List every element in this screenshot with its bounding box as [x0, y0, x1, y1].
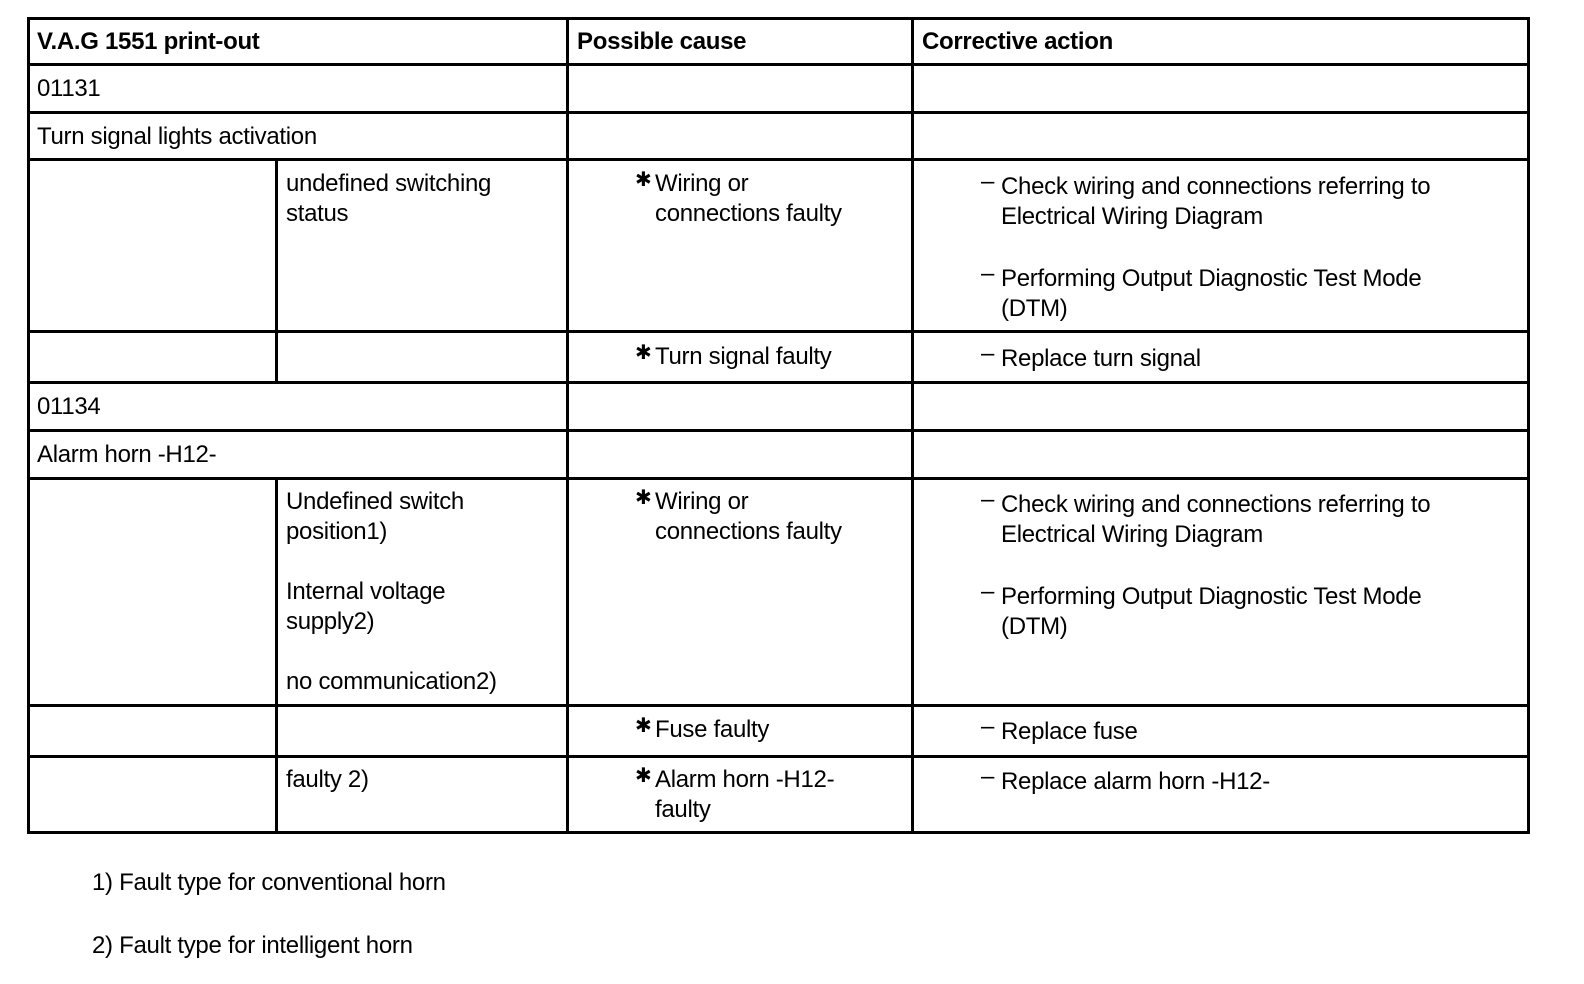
header-possible-cause: Possible cause [577, 28, 747, 55]
row-divider-r1 [27, 330, 1530, 333]
row-divider-r4 [27, 755, 1530, 758]
col-divider-fault-r1 [275, 158, 278, 384]
action-line: (DTM) [1001, 613, 1068, 640]
row-divider-header [27, 63, 1530, 66]
dash-icon: – [981, 713, 995, 740]
bullet-icon: ✱ [635, 169, 652, 191]
bullet-icon: ✱ [635, 342, 652, 364]
fault-type-line: Internal voltage [286, 578, 446, 605]
action-line: Electrical Wiring Diagram [1001, 203, 1263, 230]
bullet-icon: ✱ [635, 765, 652, 787]
fault-type-line: supply2) [286, 608, 375, 635]
action-line: Electrical Wiring Diagram [1001, 521, 1263, 548]
fault-type-line: status [286, 200, 349, 227]
footnote-2: 2) Fault type for intelligent horn [92, 932, 413, 959]
dash-icon: – [981, 763, 995, 790]
col-divider-fault-r3 [275, 477, 278, 834]
bullet-icon: ✱ [635, 715, 652, 737]
dash-icon: – [981, 486, 995, 513]
header-printout: V.A.G 1551 print-out [37, 28, 260, 55]
col-divider-action [911, 17, 914, 834]
col-divider-cause [566, 17, 569, 834]
cause-line: connections faulty [655, 200, 842, 227]
fault-type-line: position1) [286, 518, 388, 545]
row-divider-01131 [27, 111, 1530, 114]
fault-type-line: undefined switching [286, 170, 492, 197]
cause-line: connections faulty [655, 518, 842, 545]
fault-code-01131: 01131 [37, 75, 101, 102]
component-turn-signal: Turn signal lights activation [37, 123, 317, 150]
dash-icon: – [981, 340, 995, 367]
component-alarm-horn: Alarm horn -H12- [37, 441, 217, 468]
dash-icon: – [981, 578, 995, 605]
row-divider-01134 [27, 429, 1530, 432]
header-corrective-action: Corrective action [922, 28, 1113, 55]
dash-icon: – [981, 260, 995, 287]
footnote-1: 1) Fault type for conventional horn [92, 869, 446, 896]
row-divider-title-01131 [27, 158, 1530, 161]
action-line: (DTM) [1001, 295, 1068, 322]
row-divider-title-01134 [27, 477, 1530, 480]
cause-line: faulty [655, 796, 711, 823]
fault-type-line: faulty 2) [286, 766, 369, 793]
fault-type-line: no communication2) [286, 668, 497, 695]
dash-icon: – [981, 168, 995, 195]
row-divider-r3 [27, 704, 1530, 707]
fault-type-line: Undefined switch [286, 488, 464, 515]
bullet-icon: ✱ [635, 487, 652, 509]
row-divider-r2 [27, 381, 1530, 384]
fault-code-01134: 01134 [37, 393, 101, 420]
